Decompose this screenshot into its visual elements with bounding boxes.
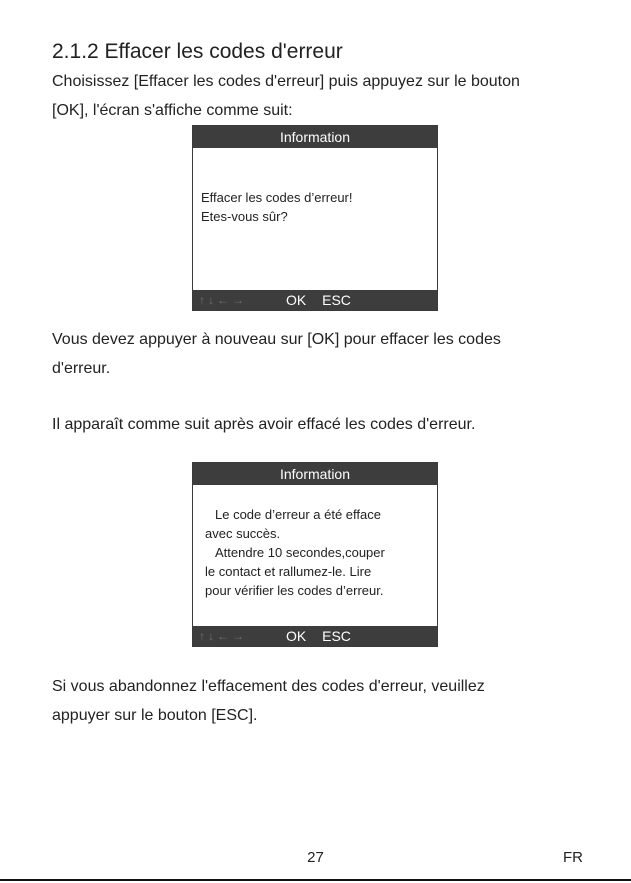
ok-key-label: OK: [286, 292, 307, 308]
screen-message: [193, 485, 437, 626]
message-line: Attendre 10 secondes,couper: [215, 545, 385, 560]
message-line: pour vérifier les codes d’erreur.: [205, 583, 384, 598]
paragraph-3: Il apparaît comme suit après avoir effacé les codes d'erreur.: [52, 416, 476, 433]
screen-message: [193, 148, 437, 290]
message-line: Etes-vous sûr?: [201, 209, 288, 224]
intro-line-2: [OK], l'écran s'affiche comme suit:: [52, 102, 293, 119]
screen-footer: [193, 290, 437, 310]
arrow-keys-icon: ↑↓←→: [199, 293, 247, 307]
language-label: FR: [563, 849, 583, 866]
paragraph-4: [52, 672, 485, 730]
arrow-keys-icon: ↑↓←→: [199, 629, 247, 643]
intro-paragraph: [52, 67, 520, 125]
ok-key-label: OK: [286, 628, 307, 644]
paragraph-line: Vous devez appuyer à nouveau sur [OK] pour effacer les codes: [52, 331, 501, 348]
page-number: 27: [307, 849, 324, 866]
message-line: avec succès.: [205, 526, 281, 541]
esc-key-label: ESC: [322, 628, 351, 644]
paragraph-line: appuyer sur le bouton [ESC].: [52, 707, 258, 724]
device-screen-confirm: [192, 125, 438, 311]
device-screen-success: [192, 462, 438, 647]
screen-footer: [193, 626, 437, 646]
section-heading: 2.1.2 Effacer les codes d'erreur: [52, 40, 343, 63]
intro-line-1: Choisissez [Effacer les codes d'erreur] puis appuyez sur le bouton: [52, 73, 520, 90]
screen-title: Information: [193, 126, 437, 148]
screen-title: Information: [193, 463, 437, 485]
message-line: Le code d’erreur a été efface: [215, 507, 381, 522]
paragraph-line: Si vous abandonnez l'effacement des codes d'erreur, veuillez: [52, 678, 485, 695]
message-line: Effacer les codes d’erreur!: [201, 190, 353, 205]
paragraph-line: d'erreur.: [52, 360, 111, 377]
bottom-divider: [0, 879, 631, 881]
paragraph-2: [52, 325, 501, 383]
esc-key-label: ESC: [322, 292, 351, 308]
message-line: le contact et rallumez-le. Lire: [205, 564, 372, 579]
